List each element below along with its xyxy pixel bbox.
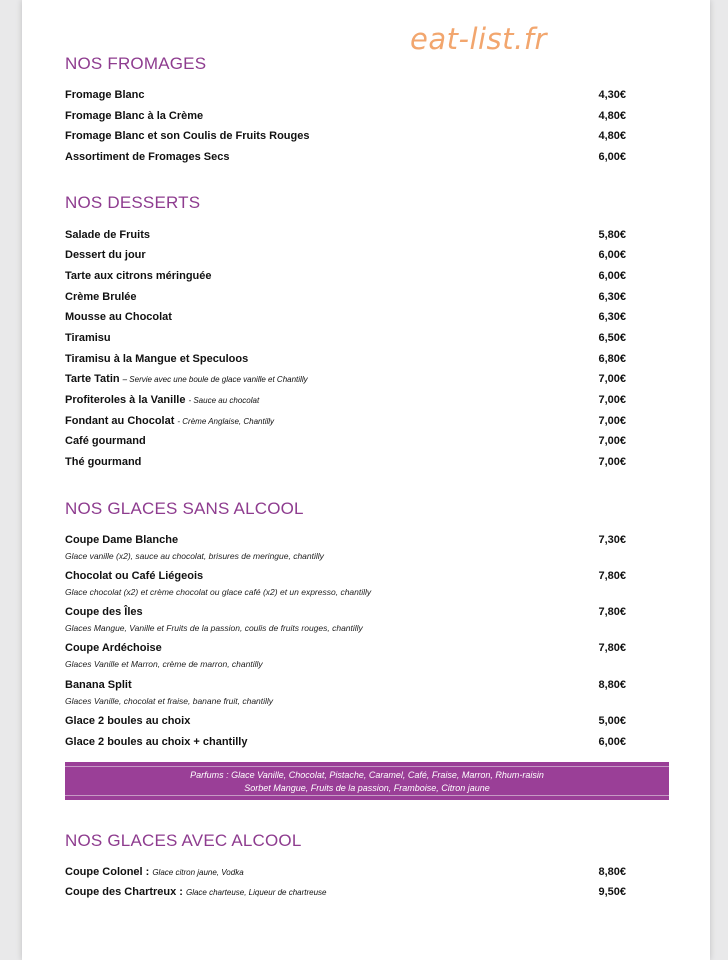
item-price: 5,80€ — [598, 229, 626, 241]
item-name: Mousse au Chocolat — [65, 311, 172, 323]
flavours-band — [65, 762, 669, 800]
item-name: Fromage Blanc à la Crème — [65, 110, 204, 122]
item-name: Fromage Blanc et son Coulis de Fruits Rouges — [65, 130, 310, 142]
item-price: 7,80€ — [598, 642, 626, 654]
item-name: Coupe des Chartreux : — [65, 886, 183, 898]
sorbets-line: Sorbet Mangue, Fruits de la passion, Framboise, Citron jaune — [244, 783, 490, 793]
item-description: Glace chocolat (x2) et crème chocolat ou glace café (x2) et un expresso, chantilly — [65, 587, 372, 597]
item-price: 6,00€ — [598, 736, 626, 748]
item-price: 6,30€ — [598, 291, 626, 303]
item-name: Tiramisu — [65, 332, 111, 344]
flavours-line: Parfums : Glace Vanille, Chocolat, Pistache, Caramel, Café, Fraise, Marron, Rhum-raisin — [190, 770, 544, 780]
item-name: Profiteroles à la Vanille — [65, 394, 186, 406]
item-price: 4,80€ — [598, 130, 626, 142]
item-name: Assortiment de Fromages Secs — [65, 151, 230, 163]
item-price: 8,80€ — [598, 866, 626, 878]
menu-item — [65, 886, 626, 904]
menu-item — [65, 151, 626, 169]
item-name: Salade de Fruits — [65, 229, 150, 241]
watermark: eat-list.fr — [410, 22, 547, 56]
item-name: Café gourmand — [65, 435, 146, 447]
item-name: Thé gourmand — [65, 456, 142, 468]
item-price: 4,30€ — [598, 89, 626, 101]
item-name: Coupe Dame Blanche — [65, 534, 179, 546]
item-name: Coupe des Îles — [65, 606, 143, 618]
item-name: Tiramisu à la Mangue et Speculoos — [65, 353, 249, 365]
item-name: Crème Brulée — [65, 291, 137, 303]
item-price: 4,80€ — [598, 110, 626, 122]
item-price: 7,00€ — [598, 394, 626, 406]
item-price: 6,00€ — [598, 270, 626, 282]
item-name: Tarte Tatin — [65, 373, 120, 385]
item-note: Glace citron jaune, Vodka — [152, 868, 244, 877]
item-name: Fondant au Chocolat — [65, 415, 175, 427]
item-price: 6,50€ — [598, 332, 626, 344]
menu-item — [65, 642, 626, 660]
item-note: - Sauce au chocolat — [188, 396, 260, 405]
section-title-fromages: NOS FROMAGES — [65, 54, 207, 73]
item-price: 6,30€ — [598, 311, 626, 323]
item-name: Glace 2 boules au choix — [65, 715, 191, 727]
menu-item — [65, 110, 626, 128]
item-price: 6,80€ — [598, 353, 626, 365]
item-price: 7,80€ — [598, 570, 626, 582]
band-rule-bottom — [65, 795, 669, 796]
menu-item — [65, 534, 626, 552]
item-name: Glace 2 boules au choix + chantilly — [65, 736, 248, 748]
menu-item — [65, 394, 626, 412]
item-price: 9,50€ — [598, 886, 626, 898]
section-title-glaces-sans-alcool: NOS GLACES SANS ALCOOL — [65, 499, 304, 518]
menu-item — [65, 570, 626, 588]
item-note: Glace charteuse, Liqueur de chartreuse — [185, 888, 327, 897]
menu-item — [65, 373, 626, 391]
item-name: Coupe Ardéchoise — [65, 642, 162, 654]
menu-item — [65, 353, 626, 371]
item-note: – Servie avec une boule de glace vanille et Chantilly — [122, 375, 308, 384]
item-note: - Crème Anglaise, Chantilly — [177, 417, 275, 426]
menu-item — [65, 866, 626, 884]
menu-item — [65, 130, 626, 148]
item-name: Dessert du jour — [65, 249, 146, 261]
item-name: Coupe Colonel : — [65, 866, 150, 878]
menu-item — [65, 229, 626, 247]
menu-item — [65, 606, 626, 624]
item-price: 7,00€ — [598, 373, 626, 385]
item-price: 7,00€ — [598, 435, 626, 447]
item-description: Glaces Vanille et Marron, crème de marron, chantilly — [65, 659, 263, 669]
menu-item — [65, 715, 626, 733]
item-price: 7,30€ — [598, 534, 626, 546]
menu-item — [65, 249, 626, 267]
menu-page — [22, 0, 710, 960]
menu-item — [65, 736, 626, 754]
item-price: 6,00€ — [598, 249, 626, 261]
item-name: Banana Split — [65, 679, 132, 691]
section-title-glaces-avec-alcool: NOS GLACES AVEC ALCOOL — [65, 831, 302, 850]
menu-item — [65, 679, 626, 697]
item-price: 7,80€ — [598, 606, 626, 618]
item-name: Fromage Blanc — [65, 89, 145, 101]
section-title-desserts: NOS DESSERTS — [65, 193, 201, 212]
menu-item — [65, 435, 626, 453]
menu-item — [65, 415, 626, 433]
menu-item — [65, 456, 626, 474]
item-description: Glaces Mangue, Vanille et Fruits de la passion, coulis de fruits rouges, chantilly — [65, 623, 363, 633]
item-price: 6,00€ — [598, 151, 626, 163]
item-price: 7,00€ — [598, 456, 626, 468]
item-price: 8,80€ — [598, 679, 626, 691]
band-rule-top — [65, 766, 669, 767]
item-name: Chocolat ou Café Liégeois — [65, 570, 204, 582]
menu-item — [65, 332, 626, 350]
menu-item — [65, 270, 626, 288]
menu-item — [65, 291, 626, 309]
item-price: 5,00€ — [598, 715, 626, 727]
menu-item — [65, 89, 626, 107]
item-price: 7,00€ — [598, 415, 626, 427]
item-name: Tarte aux citrons méringuée — [65, 270, 212, 282]
item-description: Glace vanille (x2), sauce au chocolat, brisures de meringue, chantilly — [65, 551, 324, 561]
menu-item — [65, 311, 626, 329]
item-description: Glaces Vanille, chocolat et fraise, banane fruit, chantilly — [65, 696, 274, 706]
